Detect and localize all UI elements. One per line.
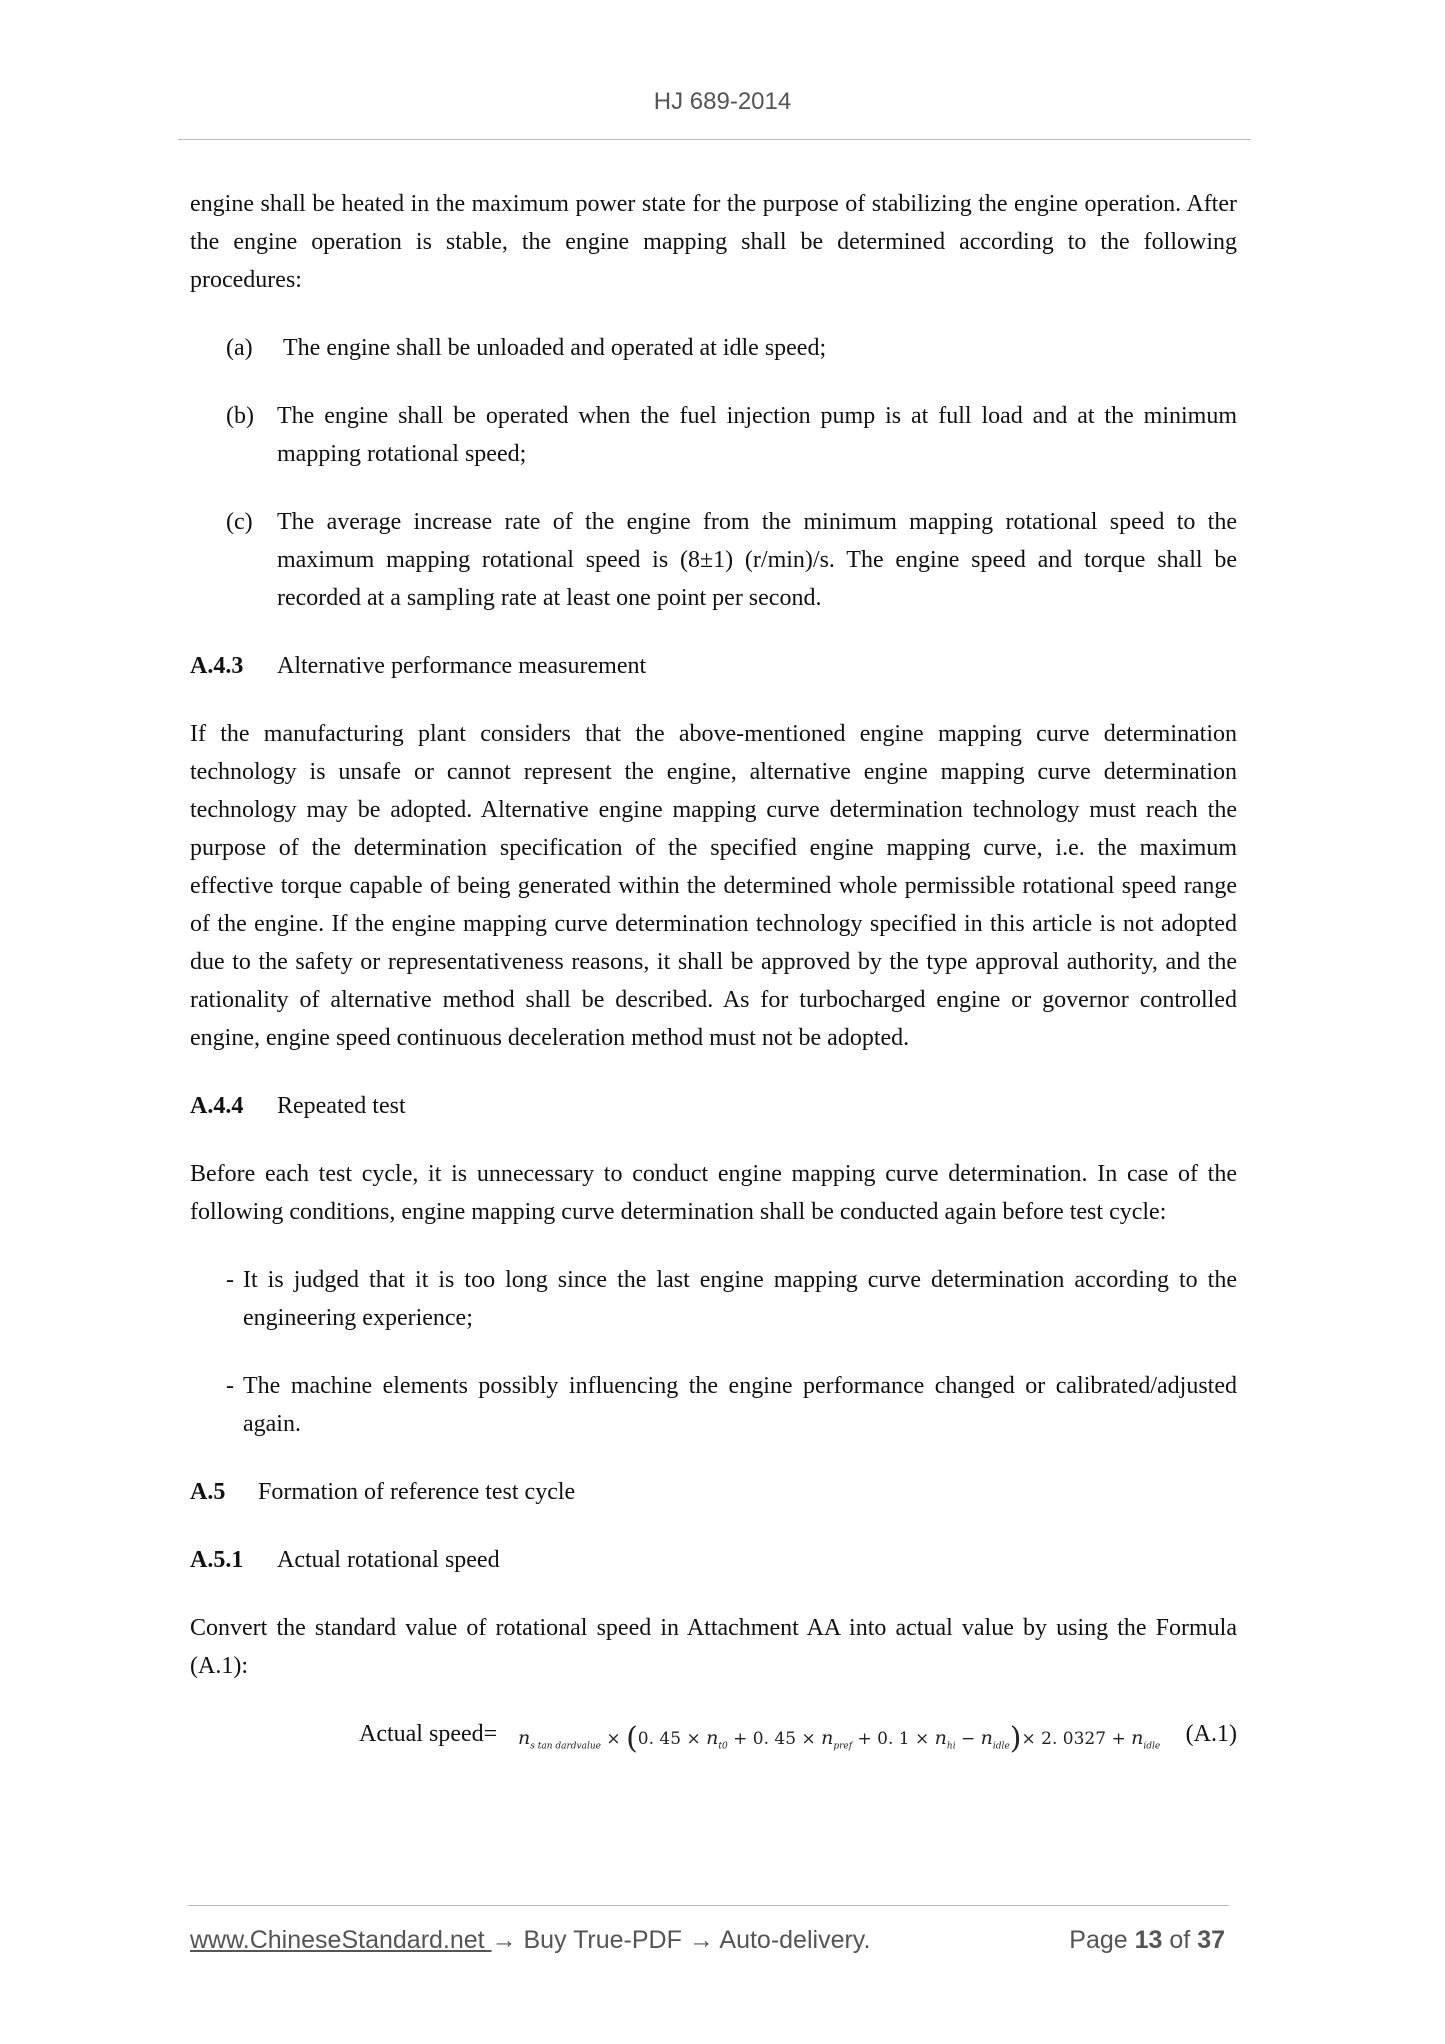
section-title: Formation of reference test cycle — [258, 1479, 576, 1505]
section-title: Repeated test — [277, 1093, 406, 1119]
footer — [190, 1926, 1225, 1955]
footer-promo-text: → Buy True-PDF → Auto-delivery. — [491, 1926, 871, 1954]
section-title: Actual rotational speed — [277, 1547, 500, 1573]
item-text: The engine shall be operated when the fuel injection pump is at full load and at the minimum mapping rotational speed; — [277, 403, 1237, 467]
section-number: A.4.3 — [190, 653, 244, 679]
footer-divider — [188, 1905, 1229, 1906]
formula-expression: $n_{s tan dardvalue} \times (0$. $45 \times n_{t0} + 0$. $45 \times n_{pref} + 0$. $1 \times n_{hi} - n_{idle})\times 2$. $0327 + n_{idle}$ — [518, 1721, 1161, 1756]
intro-paragraph: engine shall be heated in the maximum power state for the purpose of stabilizing the engine operation. After the engine operation is stable, the engine mapping shall be determined according to the following procedures: — [190, 191, 1237, 293]
formula-lhs: Actual speed= — [359, 1721, 498, 1747]
bullet-item — [190, 1367, 1237, 1443]
bullet-dash: - — [226, 1267, 234, 1293]
website-link[interactable]: www.ChineseStandard.net — [190, 1926, 492, 1954]
section-a44-paragraph: Before each test cycle, it is unnecessary to conduct engine mapping curve determination. In case of the following conditions, engine mapping curve determination shall be conducted again before test cycle: — [190, 1161, 1237, 1225]
item-text: The average increase rate of the engine from the minimum mapping rotational speed to the maximum mapping rotational speed is (8±1) (r/min)/s. The engine speed and torque shall be recorded at a sampling rate at least one point per second. — [277, 509, 1237, 611]
section-heading-a44 — [190, 1087, 1237, 1125]
section-a51-paragraph: Convert the standard value of rotational speed in Attachment AA into actual value by using the Formula (A.1): — [190, 1615, 1237, 1679]
section-a43-paragraph: If the manufacturing plant considers that the above-mentioned engine mapping curve determination technology is unsafe or cannot represent the engine, alternative engine mapping curve determination technology may be adopted. Alternative engine mapping curve determination technology must reach the purpose of the determination specification of the specified engine mapping curve, i.e. the maximum effective torque capable of being generated within the determined whole permissible rotational speed range of the engine. If the engine mapping curve determination technology specified in this article is not adopted due to the safety or representativeness reasons, it shall be approved by the type approval authority, and the rationality of alternative method shall be described. As for turbocharged engine or governor controlled engine, engine speed continuous deceleration method must not be adopted. — [190, 721, 1237, 1051]
formula-a1 — [190, 1715, 1237, 1756]
bullet-text: The machine elements possibly influencing the engine performance changed or calibrated/adjusted again. — [243, 1373, 1237, 1437]
section-number: A.5.1 — [190, 1547, 244, 1573]
item-label: (a) — [226, 335, 253, 361]
document-body — [190, 185, 1237, 1756]
item-text: The engine shall be unloaded and operated at idle speed; — [283, 335, 827, 361]
section-number: A.5 — [190, 1479, 226, 1505]
formula-number: (A.1) — [1185, 1721, 1237, 1747]
header-divider — [178, 139, 1251, 140]
procedure-item-b — [190, 397, 1237, 473]
bullet-item — [190, 1261, 1237, 1337]
page-number: Page 13 of 37 — [1069, 1926, 1225, 1954]
section-number: A.4.4 — [190, 1093, 244, 1119]
bullet-dash: - — [226, 1373, 234, 1399]
procedure-item-c — [190, 503, 1237, 617]
document-id-header: HJ 689-2014 — [653, 88, 792, 115]
section-heading-a43 — [190, 647, 1237, 685]
item-label: (c) — [226, 509, 253, 535]
bullet-text: It is judged that it is too long since the last engine mapping curve determination according to the engineering experience; — [243, 1267, 1237, 1331]
section-title: Alternative performance measurement — [277, 653, 647, 679]
section-heading-a5 — [190, 1473, 1237, 1511]
item-label: (b) — [226, 403, 254, 429]
section-heading-a51 — [190, 1541, 1237, 1579]
procedure-item-a — [190, 329, 1237, 367]
